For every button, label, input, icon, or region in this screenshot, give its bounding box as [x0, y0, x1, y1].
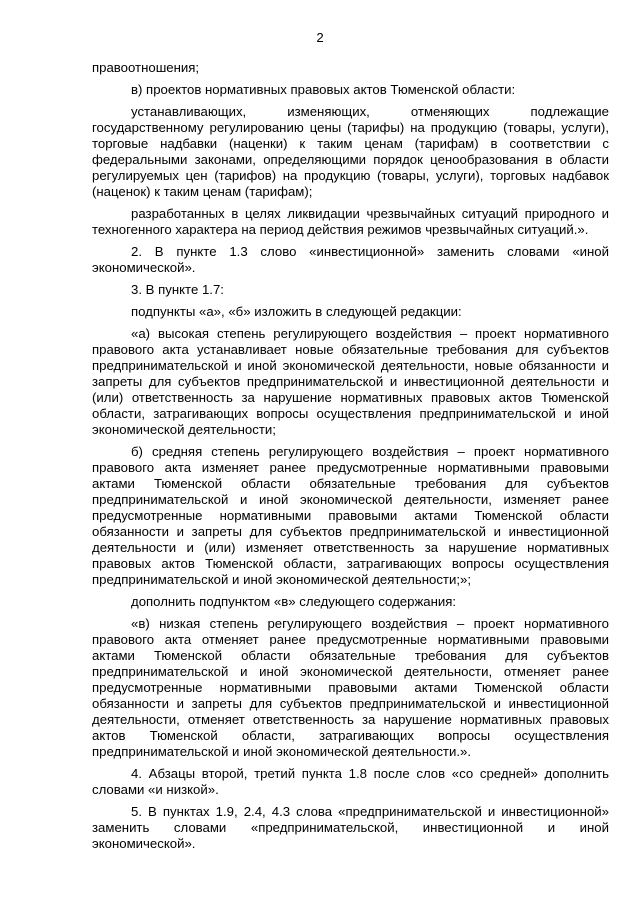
- document-body: [92, 60, 609, 858]
- page-number: 2: [316, 30, 324, 45]
- paragraph-emergency: разработанных в целях ликвидации чрезвычайных ситуаций природного и техногенного характера на период действия режимов чрезвычайных ситуаций.».: [92, 206, 609, 237]
- paragraph-item-4: 4. Абзацы второй, третий пункта 1.8 после слов «со средней» дополнить словами «и низкой».: [92, 766, 609, 797]
- paragraph-price-regulation: устанавливающих, изменяющих, отменяющих подлежащие государственному регулированию цены (тарифы) на продукцию (товары, услуги), торговые надбавки (наценки) к таким ценам (тарифам) в соответствии с федеральными законами, определяющими порядок ценообразования в области регулируемых цен (тарифов) на продукцию (товары, услуги), торговых надбавок (наценок) к таким ценам (тарифам);: [92, 104, 609, 199]
- paragraph-v-projects: в) проектов нормативных правовых актов Тюменской области:: [131, 82, 516, 97]
- paragraph-item-5: 5. В пунктах 1.9, 2.4, 4.3 слова «предпринимательской и инвестиционной» заменить словами «предпринимательской, инвестиционной и иной экономической».: [92, 804, 609, 851]
- paragraph-item-3: 3. В пункте 1.7:: [131, 282, 224, 297]
- paragraph-subitem-v: «в) низкая степень регулирующего воздействия – проект нормативного правового акта отменяет ранее предусмотренные нормативными правовыми актами Тюменской области обязательные требования для субъектов предпринимательской и иной экономической деятельности, отменяет ранее предусмотренные нормативными правовыми актами Тюменской области обязанности и запреты для субъектов предпринимательской и инвестиционной деятельности, отменяет ответственность за нарушение нормативных правовых актов Тюменской области, затрагивающих вопросы осуществления предпринимательской и иной экономической деятельности.».: [92, 616, 609, 759]
- paragraph-subitems-intro: подпункты «а», «б» изложить в следующей редакции:: [131, 304, 462, 319]
- paragraph-add-subitem: дополнить подпунктом «в» следующего содержания:: [131, 594, 457, 609]
- paragraph-subitem-a: «а) высокая степень регулирующего воздействия – проект нормативного правового акта устанавливает новые обязательные требования для субъектов предпринимательской и иной экономической деятельности, новые обязанности и запреты для субъектов предпринимательской и инвестиционной деятельности и (или) ответственность за нарушение нормативных правовых актов Тюменской области, затрагивающих вопросы осуществления предпринимательской и иной экономической деятельности;: [92, 326, 609, 437]
- paragraph-subitem-b: б) средняя степень регулирующего воздействия – проект нормативного правового акта изменяет ранее предусмотренные нормативными правовыми актами Тюменской области обязательные требования для субъектов предпринимательской и иной экономической деятельности, изменяет ранее предусмотренные нормативными правовыми актами Тюменской области обязанности и запреты для субъектов предпринимательской и инвестиционной деятельности и (или) изменяет ответственность за нарушение нормативных правовых актов Тюменской области, затрагивающих вопросы осуществления предпринимательской и иной экономической деятельности;»;: [92, 444, 609, 587]
- paragraph-item-2: 2. В пункте 1.3 слово «инвестиционной» заменить словами «иной экономической».: [92, 244, 609, 275]
- paragraph-continuation: правоотношения;: [92, 60, 200, 75]
